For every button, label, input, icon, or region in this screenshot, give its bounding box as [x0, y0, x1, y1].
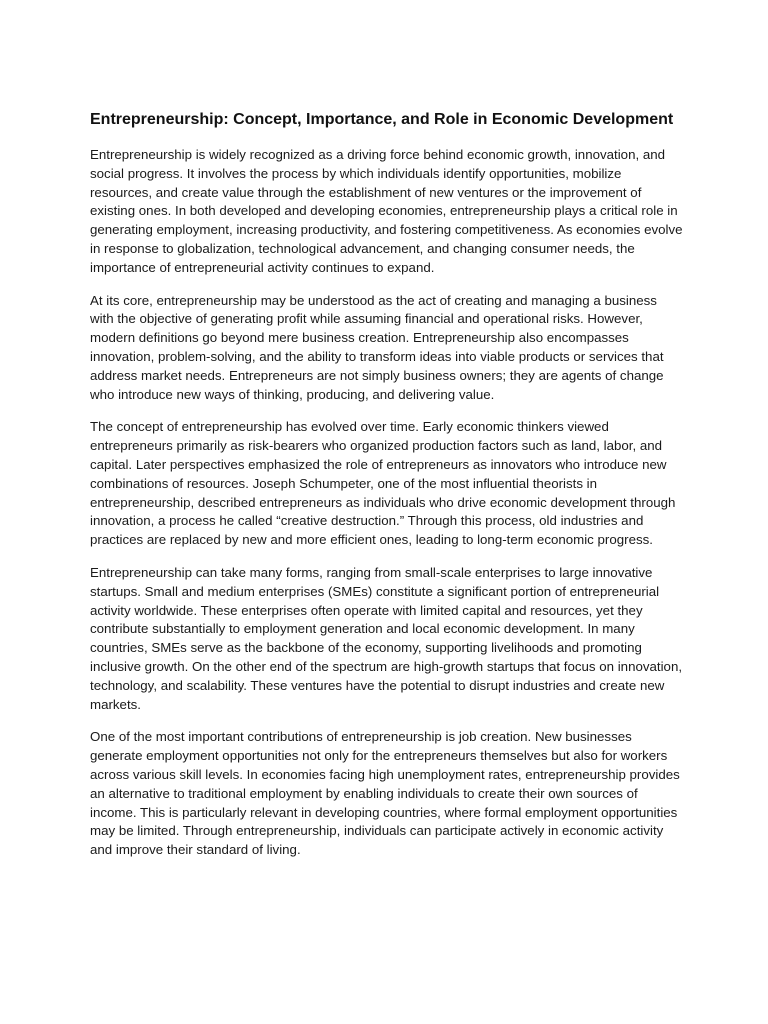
- paragraph-4: Entrepreneurship can take many forms, ranging from small-scale enterprises to large innovative startups. Small and medium enterprises (SMEs) constitute a significant portion of entrepreneurial activity worldwide. These enterprises often operate with limited capital and resources, yet they contribute substantially to employment generation and local economic development. In many countries, SMEs serve as the backbone of the economy, supporting livelihoods and promoting inclusive growth. On the other end of the spectrum are high-growth startups that focus on innovation, technology, and scalability. These ventures have the potential to disrupt industries and create new markets.: [90, 564, 683, 712]
- document-page: [90, 108, 684, 874]
- paragraph-3: The concept of entrepreneurship has evolved over time. Early economic thinkers viewed entrepreneurs primarily as risk-bearers who organized production factors such as land, labor, and capital. Later perspectives emphasized the role of entrepreneurs as innovators who introduce new combinations of resources. Joseph Schumpeter, one of the most influential theorists in entrepreneurship, described entrepreneurs as individuals who drive economic development through innovation, a process he called “creative destruction.” Through this process, old industries and practices are replaced by new and more efficient ones, leading to long-term economic progress.: [90, 419, 676, 548]
- paragraph-1: Entrepreneurship is widely recognized as a driving force behind economic growth, innovation, and social progress. It involves the process by which individuals identify opportunities, mobilize resources, and create value through the establishment of new ventures or the improvement of existing ones. In both developed and developing economies, entrepreneurship plays a critical role in generating employment, increasing productivity, and fostering competitiveness. As economies evolve in response to globalization, technological advancement, and changing consumer needs, the importance of entrepreneurial activity continues to expand.: [90, 147, 683, 275]
- paragraph-2: At its core, entrepreneurship may be understood as the act of creating and managing a business with the objective of generating profit while assuming financial and operational risks. However, modern definitions go beyond mere business creation. Entrepreneurship also encompasses innovation, problem-solving, and the ability to transform ideas into viable products or services that address market needs. Entrepreneurs are not simply business owners; they are agents of change who introduce new ways of thinking, producing, and delivering value.: [90, 292, 664, 402]
- document-title: Entrepreneurship: Concept, Importance, and Role in Economic Development: [90, 111, 674, 128]
- paragraph-5: One of the most important contributions of entrepreneurship is job creation. New businesses generate employment opportunities not only for the entrepreneurs themselves but also for workers across various skill levels. In economies facing high unemployment rates, entrepreneurship provides an alternative to traditional employment by enabling individuals to create their own sources of income. This is particularly relevant in developing countries, where formal employment opportunities may be limited. Through entrepreneurship, individuals can participate actively in economic activity and improve their standard of living.: [90, 729, 680, 858]
